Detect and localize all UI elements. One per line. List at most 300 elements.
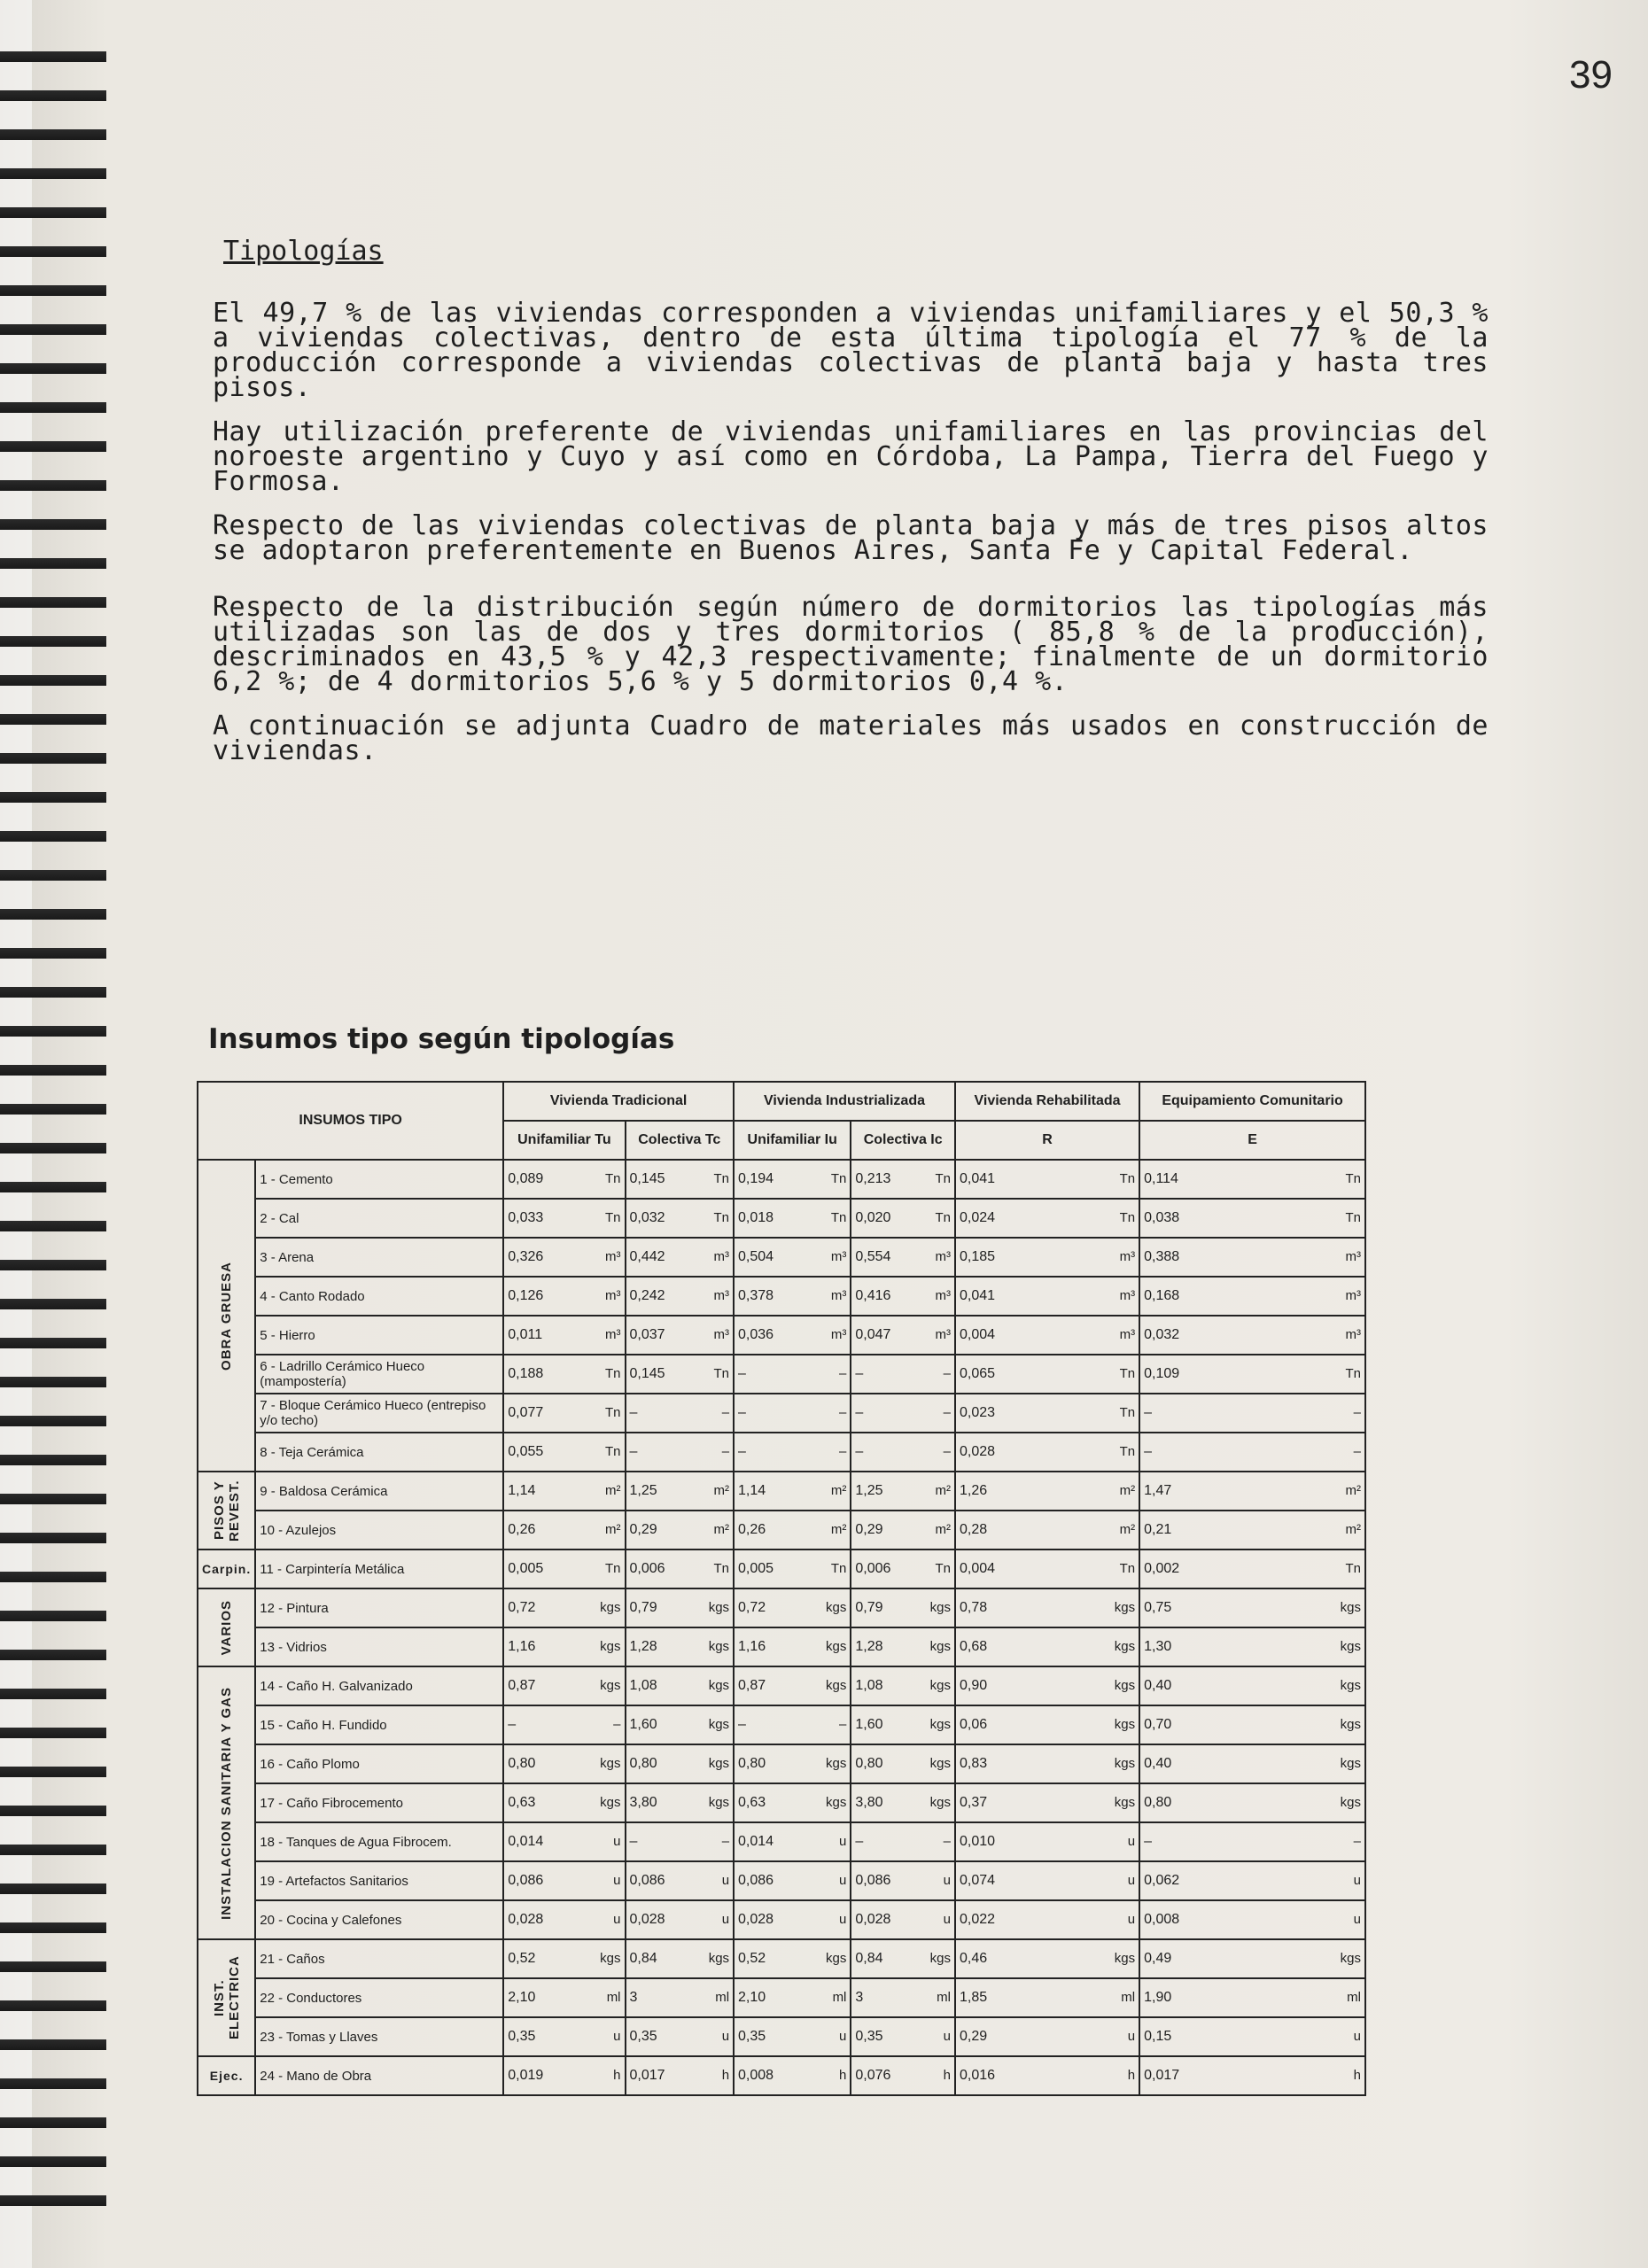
cell-value: 0,78 xyxy=(959,1600,988,1615)
value-cell xyxy=(503,1900,625,1939)
item-name: 7 - Bloque Cerámico Hueco (entrepiso y/o techo) xyxy=(255,1394,503,1433)
cell-value: 0,35 xyxy=(508,2029,536,2044)
value-cell xyxy=(955,1900,1139,1939)
cell-value: 0,185 xyxy=(959,1249,996,1264)
item-name: 13 - Vidrios xyxy=(255,1627,503,1666)
value-cell xyxy=(851,1744,955,1783)
value-cell xyxy=(734,1316,851,1355)
cell-unit: kgs xyxy=(1114,1678,1136,1693)
cell-value: 0,554 xyxy=(855,1249,891,1264)
cell-value: 0,032 xyxy=(1144,1327,1180,1342)
item-name: 4 - Canto Rodado xyxy=(255,1277,503,1316)
cell-value: 0,114 xyxy=(1144,1171,1178,1186)
cell-unit: kgs xyxy=(826,1756,847,1771)
cell-value: 0,006 xyxy=(855,1561,891,1576)
cell-unit: u xyxy=(613,2029,621,2044)
group-label-text: PISOS Y REVEST. xyxy=(211,1480,242,1542)
cell-unit: ml xyxy=(715,1990,730,2005)
value-cell xyxy=(503,1394,625,1433)
cell-value: 0,70 xyxy=(1144,1717,1172,1732)
cell-value: 0,80 xyxy=(629,1756,657,1771)
cell-unit: m³ xyxy=(935,1327,951,1342)
value-cell xyxy=(626,1550,735,1588)
cell-value: 3,80 xyxy=(855,1795,883,1810)
group-label-text: INST. ELECTRICA xyxy=(211,1955,242,2040)
group-label xyxy=(198,1550,255,1588)
cell-value: – xyxy=(629,1405,638,1420)
cell-value: 0,086 xyxy=(508,1873,544,1888)
cell-unit: Tn xyxy=(1119,1444,1136,1459)
cell-unit: – xyxy=(721,1444,730,1459)
cell-value: 0,21 xyxy=(1144,1522,1172,1537)
cell-unit: m³ xyxy=(605,1288,621,1303)
cell-value: 0,388 xyxy=(1144,1249,1180,1264)
value-cell xyxy=(955,1588,1139,1627)
value-cell xyxy=(1139,1939,1365,1978)
cell-unit: Tn xyxy=(830,1210,847,1225)
cell-value: 1,14 xyxy=(738,1483,766,1498)
cell-value: 1,08 xyxy=(629,1678,657,1693)
item-name: 17 - Caño Fibrocemento xyxy=(255,1783,503,1822)
value-cell xyxy=(503,1355,625,1394)
value-cell xyxy=(955,1160,1139,1199)
cell-value: 1,47 xyxy=(1144,1483,1172,1498)
cell-unit: m³ xyxy=(830,1288,847,1303)
cell-unit: m³ xyxy=(935,1288,951,1303)
cell-value: – xyxy=(855,1366,864,1381)
cell-value: 0,004 xyxy=(959,1327,996,1342)
table-row xyxy=(198,1822,1365,1861)
header-industrializada: Vivienda Industrializada xyxy=(734,1082,955,1121)
cell-unit: kgs xyxy=(600,1678,621,1693)
cell-unit: kgs xyxy=(1340,1639,1361,1654)
header-tradicional: Vivienda Tradicional xyxy=(503,1082,734,1121)
cell-unit: kgs xyxy=(1340,1717,1361,1732)
cell-unit: Tn xyxy=(713,1561,730,1576)
value-cell xyxy=(626,1978,735,2017)
cell-unit: kgs xyxy=(1340,1795,1361,1810)
value-cell xyxy=(626,1160,735,1199)
value-cell xyxy=(1139,1550,1365,1588)
value-cell xyxy=(734,1783,851,1822)
value-cell xyxy=(626,1238,735,1277)
item-name: 21 - Caños xyxy=(255,1939,503,1978)
value-cell xyxy=(1139,1861,1365,1900)
cell-unit: kgs xyxy=(600,1600,621,1615)
value-cell xyxy=(626,2017,735,2056)
value-cell xyxy=(503,1666,625,1705)
cell-unit: – xyxy=(1353,1444,1361,1459)
cell-value: 0,126 xyxy=(508,1288,544,1303)
cell-unit: kgs xyxy=(1340,1600,1361,1615)
cell-unit: m² xyxy=(605,1483,621,1498)
cell-value: 0,145 xyxy=(629,1171,665,1186)
item-name: 23 - Tomas y Llaves xyxy=(255,2017,503,2056)
cell-unit: Tn xyxy=(1119,1171,1136,1186)
value-cell xyxy=(1139,1744,1365,1783)
cell-unit: Tn xyxy=(830,1561,847,1576)
cell-unit: Tn xyxy=(713,1210,730,1225)
cell-unit: kgs xyxy=(826,1678,847,1693)
cell-value: 0,242 xyxy=(629,1288,665,1303)
value-cell xyxy=(503,1550,625,1588)
value-cell xyxy=(734,1433,851,1472)
cell-unit: kgs xyxy=(708,1756,730,1771)
cell-value: 0,40 xyxy=(1144,1756,1172,1771)
cell-value: – xyxy=(1144,1405,1152,1420)
cell-unit: – xyxy=(943,1405,951,1420)
value-cell xyxy=(503,1511,625,1550)
value-cell xyxy=(955,1705,1139,1744)
header-iu: Unifamiliar Iu xyxy=(734,1121,851,1160)
value-cell xyxy=(503,1160,625,1199)
cell-value: – xyxy=(738,1444,746,1459)
cell-value: 0,014 xyxy=(508,1834,544,1849)
value-cell xyxy=(1139,1705,1365,1744)
cell-unit: u xyxy=(1127,1912,1136,1927)
item-name: 8 - Teja Cerámica xyxy=(255,1433,503,1472)
table-row xyxy=(198,2056,1365,2095)
cell-value: 0,006 xyxy=(629,1561,665,1576)
cell-value: 0,194 xyxy=(738,1171,774,1186)
cell-value: 0,037 xyxy=(629,1327,665,1342)
cell-value: 0,011 xyxy=(508,1327,543,1342)
cell-unit: m² xyxy=(1345,1483,1361,1498)
value-cell xyxy=(734,1705,851,1744)
item-name: 10 - Azulejos xyxy=(255,1511,503,1550)
value-cell xyxy=(734,1588,851,1627)
value-cell xyxy=(734,1900,851,1939)
value-cell xyxy=(734,1511,851,1550)
value-cell xyxy=(734,1939,851,1978)
body-text xyxy=(213,298,1489,783)
cell-unit: m² xyxy=(830,1522,847,1537)
table-row xyxy=(198,1588,1365,1627)
value-cell xyxy=(955,1822,1139,1861)
cell-value: 0,80 xyxy=(738,1756,766,1771)
cell-value: 0,047 xyxy=(855,1327,891,1342)
cell-unit: m³ xyxy=(713,1249,730,1264)
value-cell xyxy=(1139,1666,1365,1705)
cell-value: 0,041 xyxy=(959,1171,996,1186)
cell-unit: Tn xyxy=(713,1366,730,1381)
cell-unit: kgs xyxy=(708,1951,730,1966)
table-row xyxy=(198,1939,1365,1978)
cell-value: – xyxy=(629,1834,638,1849)
cell-value: 0,016 xyxy=(959,2068,996,2083)
page-number: 39 xyxy=(1569,53,1613,97)
table-row xyxy=(198,1978,1365,2017)
value-cell xyxy=(503,2017,625,2056)
cell-unit: m³ xyxy=(713,1327,730,1342)
table-row xyxy=(198,1316,1365,1355)
cell-value: 0,109 xyxy=(1144,1366,1180,1381)
group-label-text: Ejec. xyxy=(209,2069,244,2083)
cell-value: 1,28 xyxy=(629,1639,657,1654)
cell-value: 0,68 xyxy=(959,1639,988,1654)
group-label-text: VARIOS xyxy=(219,1599,235,1656)
value-cell xyxy=(955,1627,1139,1666)
cell-unit: m³ xyxy=(1119,1327,1136,1342)
table-row xyxy=(198,2017,1365,2056)
value-cell xyxy=(955,2017,1139,2056)
value-cell xyxy=(734,1160,851,1199)
cell-value: 0,017 xyxy=(629,2068,665,2083)
value-cell xyxy=(626,1783,735,1822)
cell-value: 0,065 xyxy=(959,1366,996,1381)
cell-value: – xyxy=(855,1834,864,1849)
value-cell xyxy=(626,1316,735,1355)
group-label xyxy=(198,1939,255,2056)
table-row xyxy=(198,1199,1365,1238)
value-cell xyxy=(734,1666,851,1705)
table-row xyxy=(198,1511,1365,1550)
value-cell xyxy=(955,1433,1139,1472)
cell-value: 0,79 xyxy=(855,1600,883,1615)
paragraph: A continuación se adjunta Cuadro de materiales más usados en construcción de viviendas. xyxy=(213,711,1489,766)
cell-unit: – xyxy=(721,1405,730,1420)
cell-unit: kgs xyxy=(708,1600,730,1615)
item-name: 3 - Arena xyxy=(255,1238,503,1277)
cell-value: 1,60 xyxy=(855,1717,883,1732)
cell-value: 1,26 xyxy=(959,1483,988,1498)
value-cell xyxy=(851,1588,955,1627)
cell-value: 0,378 xyxy=(738,1288,774,1303)
cell-unit: kgs xyxy=(826,1795,847,1810)
cell-value: 0,018 xyxy=(738,1210,774,1225)
cell-value: 0,017 xyxy=(1144,2068,1180,2083)
value-cell xyxy=(503,1433,625,1472)
cell-unit: Tn xyxy=(935,1171,951,1186)
paragraph: Respecto de la distribución según número de dormitorios las tipologías más utilizadas son las de dos y tres dormitorios ( 85,8 % de la producción), descriminados en 43,5 % y 42,3 respectivamente; finalmente de un dormitorio 6,2 %; de 4 dormitorios 5,6 % y 5 dormitorios 0,4 %. xyxy=(213,592,1489,697)
cell-unit: kgs xyxy=(929,1951,951,1966)
header-insumos: INSUMOS TIPO xyxy=(198,1082,503,1160)
table-row xyxy=(198,1472,1365,1511)
cell-value: 0,028 xyxy=(738,1912,774,1927)
cell-value: 0,326 xyxy=(508,1249,544,1264)
paragraph: Respecto de las viviendas colectivas de planta baja y más de tres pisos altos se adoptaron preferentemente en Buenos Aires, Santa Fe y Capital Federal. xyxy=(213,510,1489,566)
value-cell xyxy=(734,1978,851,2017)
cell-unit: u xyxy=(721,1873,730,1888)
cell-unit: u xyxy=(839,1834,847,1849)
cell-unit: u xyxy=(943,2029,951,2044)
cell-value: 1,60 xyxy=(629,1717,657,1732)
cell-value: – xyxy=(1144,1834,1152,1849)
header-tc: Colectiva Tc xyxy=(626,1121,735,1160)
table-row xyxy=(198,1744,1365,1783)
value-cell xyxy=(503,1783,625,1822)
header-tu: Unifamiliar Tu xyxy=(503,1121,625,1160)
value-cell xyxy=(626,1277,735,1316)
cell-unit: Tn xyxy=(1119,1210,1136,1225)
cell-unit: kgs xyxy=(708,1717,730,1732)
cell-value: 0,29 xyxy=(629,1522,657,1537)
cell-unit: u xyxy=(839,2029,847,2044)
table-row xyxy=(198,1355,1365,1394)
cell-unit: kgs xyxy=(1114,1600,1136,1615)
value-cell xyxy=(1139,1277,1365,1316)
value-cell xyxy=(851,1472,955,1511)
cell-unit: ml xyxy=(606,1990,621,2005)
value-cell xyxy=(503,2056,625,2095)
cell-unit: ml xyxy=(1347,1990,1361,2005)
value-cell xyxy=(851,1394,955,1433)
cell-value: 0,442 xyxy=(629,1249,665,1264)
value-cell xyxy=(734,1550,851,1588)
cell-unit: u xyxy=(613,1834,621,1849)
value-cell xyxy=(851,1978,955,2017)
cell-value: 0,038 xyxy=(1144,1210,1180,1225)
value-cell xyxy=(1139,1978,1365,2017)
value-cell xyxy=(734,1355,851,1394)
cell-unit: u xyxy=(943,1873,951,1888)
cell-value: 0,008 xyxy=(738,2068,774,2083)
value-cell xyxy=(626,1199,735,1238)
cell-value: 0,086 xyxy=(629,1873,665,1888)
cell-value: 1,28 xyxy=(855,1639,883,1654)
cell-unit: kgs xyxy=(708,1795,730,1810)
cell-unit: u xyxy=(721,2029,730,2044)
value-cell xyxy=(851,1277,955,1316)
value-cell xyxy=(503,1277,625,1316)
cell-value: 0,35 xyxy=(629,2029,657,2044)
cell-value: 2,10 xyxy=(738,1990,766,2005)
table-row xyxy=(198,1433,1365,1472)
cell-unit: u xyxy=(613,1912,621,1927)
item-name: 9 - Baldosa Cerámica xyxy=(255,1472,503,1511)
cell-value: 0,028 xyxy=(629,1912,665,1927)
cell-unit: m² xyxy=(713,1522,730,1537)
cell-value: 1,90 xyxy=(1144,1990,1172,2005)
value-cell xyxy=(626,1900,735,1939)
item-name: 1 - Cemento xyxy=(255,1160,503,1199)
cell-value: 0,72 xyxy=(508,1600,536,1615)
cell-value: 0,84 xyxy=(629,1951,657,1966)
cell-value: 1,16 xyxy=(738,1639,766,1654)
value-cell xyxy=(851,1900,955,1939)
value-cell xyxy=(851,1939,955,1978)
cell-unit: kgs xyxy=(929,1795,951,1810)
cell-value: 1,25 xyxy=(629,1483,657,1498)
item-name: 14 - Caño H. Galvanizado xyxy=(255,1666,503,1705)
cell-value: 0,416 xyxy=(855,1288,891,1303)
cell-value: 0,004 xyxy=(959,1561,996,1576)
cell-unit: m³ xyxy=(713,1288,730,1303)
value-cell xyxy=(1139,1394,1365,1433)
cell-unit: – xyxy=(1353,1405,1361,1420)
cell-unit: Tn xyxy=(1119,1561,1136,1576)
value-cell xyxy=(1139,1900,1365,1939)
cell-unit: m³ xyxy=(830,1249,847,1264)
value-cell xyxy=(503,1238,625,1277)
cell-value: 0,028 xyxy=(508,1912,544,1927)
table-row xyxy=(198,1627,1365,1666)
value-cell xyxy=(503,1472,625,1511)
cell-value: 0,90 xyxy=(959,1678,988,1693)
cell-unit: ml xyxy=(937,1990,951,2005)
cell-unit: Tn xyxy=(935,1561,951,1576)
value-cell xyxy=(1139,1238,1365,1277)
value-cell xyxy=(734,1861,851,1900)
value-cell xyxy=(734,1199,851,1238)
cell-value: 0,35 xyxy=(738,2029,766,2044)
value-cell xyxy=(626,1861,735,1900)
value-cell xyxy=(851,1316,955,1355)
cell-unit: kgs xyxy=(600,1756,621,1771)
cell-unit: m³ xyxy=(605,1327,621,1342)
cell-unit: m³ xyxy=(1345,1327,1361,1342)
cell-value: 3,80 xyxy=(629,1795,657,1810)
cell-unit: u xyxy=(839,1912,847,1927)
cell-unit: h xyxy=(721,2068,730,2083)
cell-unit: m² xyxy=(830,1483,847,1498)
value-cell xyxy=(1139,1588,1365,1627)
cell-unit: u xyxy=(1353,1912,1361,1927)
value-cell xyxy=(1139,1433,1365,1472)
cell-value: 0,80 xyxy=(1144,1795,1172,1810)
cell-unit: h xyxy=(1127,2068,1136,2083)
group-label-text: Carpin. xyxy=(202,1562,252,1576)
cell-value: 1,85 xyxy=(959,1990,988,2005)
cell-value: 3 xyxy=(855,1990,864,2005)
value-cell xyxy=(503,1705,625,1744)
value-cell xyxy=(503,1939,625,1978)
value-cell xyxy=(503,1744,625,1783)
value-cell xyxy=(955,1316,1139,1355)
cell-unit: Tn xyxy=(1119,1405,1136,1420)
cell-value: 0,014 xyxy=(738,1834,774,1849)
value-cell xyxy=(734,1472,851,1511)
value-cell xyxy=(626,1744,735,1783)
table-row xyxy=(198,1394,1365,1433)
cell-unit: kgs xyxy=(1340,1756,1361,1771)
header-rehabilitada: Vivienda Rehabilitada xyxy=(955,1082,1139,1121)
cell-value: 0,84 xyxy=(855,1951,883,1966)
group-label xyxy=(198,1588,255,1666)
cell-unit: Tn xyxy=(605,1444,621,1459)
value-cell xyxy=(955,1861,1139,1900)
cell-value: 0,041 xyxy=(959,1288,996,1303)
cell-unit: kgs xyxy=(600,1639,621,1654)
value-cell xyxy=(626,1822,735,1861)
item-name: 20 - Cocina y Calefones xyxy=(255,1900,503,1939)
cell-value: 0,028 xyxy=(959,1444,996,1459)
cell-unit: Tn xyxy=(605,1366,621,1381)
cell-value: 0,086 xyxy=(855,1873,891,1888)
group-label xyxy=(198,2056,255,2095)
table-row xyxy=(198,1160,1365,1199)
cell-value: 0,80 xyxy=(508,1756,536,1771)
value-cell xyxy=(734,1744,851,1783)
cell-unit: u xyxy=(613,1873,621,1888)
cell-value: 0,077 xyxy=(508,1405,544,1420)
cell-unit: kgs xyxy=(708,1678,730,1693)
cell-unit: – xyxy=(839,1366,847,1381)
value-cell xyxy=(1139,2017,1365,2056)
value-cell xyxy=(626,1355,735,1394)
cell-value: – xyxy=(738,1366,746,1381)
table-row xyxy=(198,1861,1365,1900)
value-cell xyxy=(851,1705,955,1744)
cell-unit: Tn xyxy=(1119,1366,1136,1381)
cell-value: 0,010 xyxy=(959,1834,996,1849)
cell-value: 0,46 xyxy=(959,1951,988,1966)
cell-value: 0,188 xyxy=(508,1366,544,1381)
cell-unit: kgs xyxy=(929,1678,951,1693)
section-heading: Tipologías xyxy=(223,236,384,267)
item-name: 6 - Ladrillo Cerámico Hueco (mampostería) xyxy=(255,1355,503,1394)
cell-unit: kgs xyxy=(826,1600,847,1615)
